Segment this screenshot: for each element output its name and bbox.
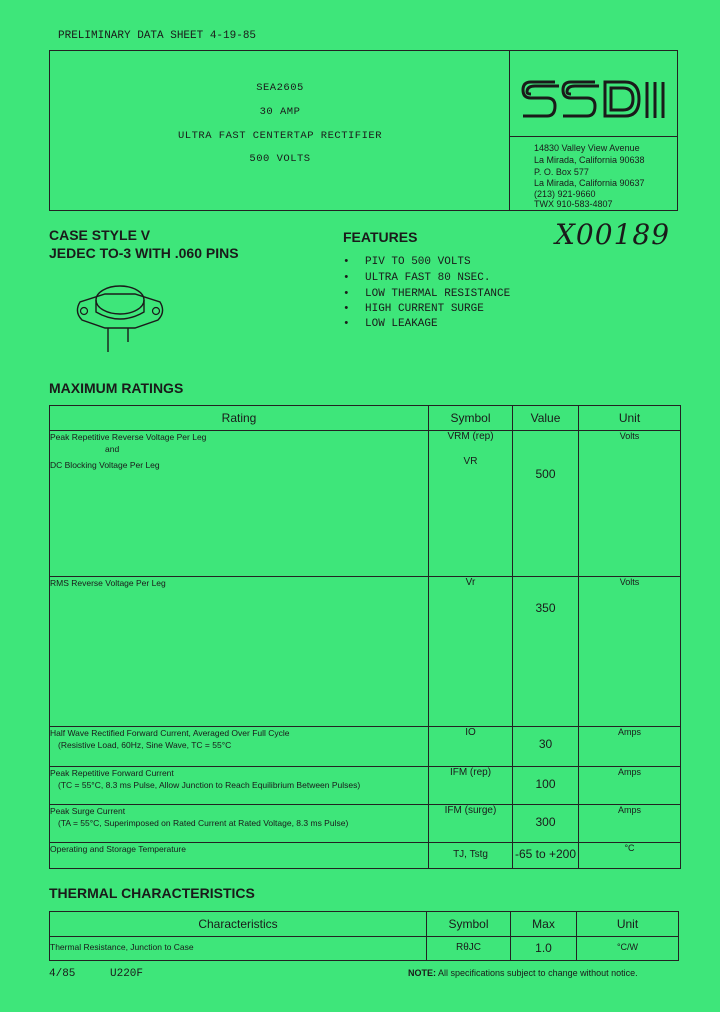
col-header-symbol: Symbol [427, 912, 511, 937]
address-line-1: 14830 Valley View Avenue [534, 143, 640, 153]
part-number: SEA2605 [256, 82, 304, 94]
voltage-rating: 500 VOLTS [249, 153, 311, 165]
address-line-2: La Mirada, California 90638 [534, 155, 645, 165]
rating-text: (TA = 55°C, Superimposed on Rated Current at Rated Voltage, 8.3 ms Pulse) [58, 818, 349, 828]
table-row [50, 431, 681, 577]
address-line-3: P. O. Box 577 [534, 167, 589, 177]
value-cell: 300 [513, 805, 579, 843]
address-line-6: TWX 910-583-4807 [534, 199, 613, 209]
bullet-icon: • [343, 303, 350, 315]
rating-text: (TC = 55°C, 8.3 ms Pulse, Allow Junction to Reach Equilibrium Between Pulses) [58, 780, 361, 790]
thermal-table [49, 911, 679, 961]
rating-cell [50, 727, 429, 767]
footer-date: 4/85 [49, 968, 76, 980]
symbol-text: VRM (rep) [447, 431, 494, 442]
bullet-icon: • [343, 288, 350, 300]
symbol-cell: IFM (surge) [429, 805, 513, 843]
preliminary-label: PRELIMINARY DATA SHEET 4-19-85 [58, 30, 257, 42]
bullet-icon: • [343, 272, 350, 284]
table-row [50, 577, 681, 727]
rating-cell [50, 767, 429, 805]
handwritten-code: X00189 [555, 218, 671, 251]
footer-code: U220F [110, 968, 144, 980]
feature-item [343, 256, 471, 268]
symbol-cell: TJ, Tstg [429, 843, 513, 869]
rating-text: Half Wave Rectified Forward Current, Averaged Over Full Cycle [50, 728, 290, 738]
symbol-cell: Vr [429, 577, 513, 727]
device-description: ULTRA FAST CENTERTAP RECTIFIER [177, 130, 383, 142]
rating-cell: RMS Reverse Voltage Per Leg [50, 577, 429, 727]
rating-cell [50, 431, 429, 577]
table-row [50, 805, 681, 843]
col-header-unit: Unit [577, 912, 679, 937]
feature-item [343, 272, 490, 284]
col-header-unit: Unit [579, 406, 681, 431]
rating-text: DC Blocking Voltage Per Leg [50, 460, 160, 470]
col-header-characteristics: Characteristics [50, 912, 427, 937]
rating-text: Peak Surge Current [50, 806, 126, 816]
package-drawing [70, 272, 170, 362]
footer-note [408, 968, 638, 978]
table-row [50, 767, 681, 805]
value-cell: 100 [513, 767, 579, 805]
address-line-4: La Mirada, California 90637 [534, 178, 645, 188]
unit-cell: Amps [579, 805, 681, 843]
note-text: All specifications subject to change without notice. [438, 968, 638, 978]
table-row [50, 727, 681, 767]
note-label: NOTE: [408, 968, 436, 978]
company-logo [519, 72, 667, 128]
col-header-symbol: Symbol [429, 406, 513, 431]
amp-rating: 30 AMP [259, 106, 301, 118]
max-cell: 1.0 [511, 937, 577, 961]
header-divider [509, 50, 510, 211]
feature-text: LOW THERMAL RESISTANCE [365, 288, 511, 300]
bullet-icon: • [343, 256, 350, 268]
feature-item [343, 318, 438, 330]
value-cell: -65 to +200 [513, 843, 579, 869]
thermal-heading: THERMAL CHARACTERISTICS [49, 885, 255, 901]
rating-text: and [105, 444, 120, 454]
case-style-title: CASE STYLE V [49, 227, 151, 243]
value-cell: 350 [513, 577, 579, 727]
bullet-icon: • [343, 318, 350, 330]
unit-cell: Volts [579, 431, 681, 577]
symbol-cell [429, 431, 513, 577]
unit-cell: °C/W [577, 937, 679, 961]
unit-cell: Amps [579, 727, 681, 767]
rating-text: Peak Repetitive Reverse Voltage Per Leg [50, 432, 207, 442]
col-header-max: Max [511, 912, 577, 937]
feature-text: HIGH CURRENT SURGE [365, 303, 484, 315]
feature-text: LOW LEAKAGE [365, 318, 438, 330]
rating-cell [50, 805, 429, 843]
unit-cell: Amps [579, 767, 681, 805]
table-row [50, 843, 681, 869]
symbol-text: VR [463, 456, 478, 467]
characteristic-cell: Thermal Resistance, Junction to Case [50, 937, 427, 961]
value-cell: 30 [513, 727, 579, 767]
address-line-5: (213) 921-9660 [534, 189, 596, 199]
case-style-jedec: JEDEC TO-3 WITH .060 PINS [49, 245, 239, 261]
col-header-rating: Rating [50, 406, 429, 431]
feature-item [343, 303, 484, 315]
rating-text: Peak Repetitive Forward Current [50, 768, 174, 778]
rating-text: (Resistive Load, 60Hz, Sine Wave, TC = 55°C [58, 740, 232, 750]
value-cell: 500 [513, 431, 579, 577]
symbol-cell: IO [429, 727, 513, 767]
ssdi-logo-icon [519, 72, 667, 128]
symbol-cell: RθJC [427, 937, 511, 961]
to3-package-icon [70, 272, 170, 362]
col-header-value: Value [513, 406, 579, 431]
table-row [50, 937, 679, 961]
features-heading: FEATURES [343, 229, 418, 245]
max-ratings-heading: MAXIMUM RATINGS [49, 380, 184, 396]
max-ratings-table [49, 405, 681, 869]
unit-cell: Volts [579, 577, 681, 727]
unit-cell: °C [579, 843, 681, 869]
feature-text: PIV TO 500 VOLTS [365, 256, 471, 268]
feature-item [343, 288, 510, 300]
symbol-cell: IFM (rep) [429, 767, 513, 805]
feature-text: ULTRA FAST 80 NSEC. [365, 272, 491, 284]
rating-cell: Operating and Storage Temperature [50, 843, 429, 869]
logo-divider [509, 136, 678, 137]
